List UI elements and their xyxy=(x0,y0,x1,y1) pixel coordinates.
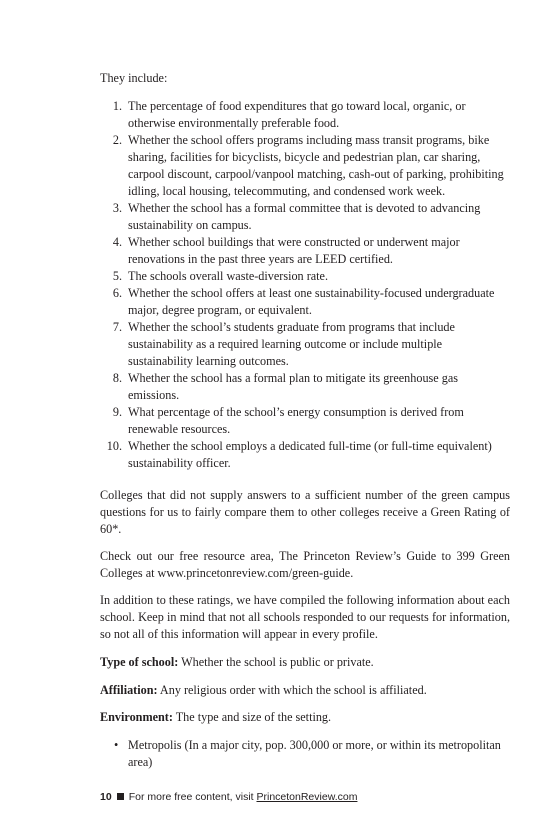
resource-paragraph: Check out our free resource area, The Princeton Review’s Guide to 399 Green Colleges at www.princetonreview.com/green-guide. xyxy=(100,549,510,581)
item-text: Whether the school employs a dedicated full-time (or full-time equivalent) sustainability officer. xyxy=(128,439,492,470)
bullet-icon: • xyxy=(114,738,119,752)
item-number: 2. xyxy=(112,133,122,147)
item-number: 10. xyxy=(106,439,122,453)
item-text: Whether the school has a formal committee that is devoted to advancing sustainability on campus. xyxy=(128,201,481,232)
item-number: 5. xyxy=(112,269,122,283)
list-item xyxy=(100,132,510,200)
definition-label: Environment: xyxy=(100,710,173,724)
green-rating-criteria-list xyxy=(100,98,510,472)
list-item xyxy=(100,234,510,268)
insufficient-answers-paragraph: Colleges that did not supply answers to a sufficient number of the green campus questions for us to fairly compare them to other colleges receive a Green Rating of 60*. xyxy=(100,488,510,537)
square-bullet-icon xyxy=(117,793,124,800)
definition-label: Affiliation: xyxy=(100,683,158,697)
environment-bullet-list xyxy=(100,737,510,771)
item-number: 6. xyxy=(112,286,122,300)
page-number: 10 xyxy=(100,791,112,803)
list-item xyxy=(100,285,510,319)
list-item xyxy=(100,268,510,285)
list-item xyxy=(100,200,510,234)
item-text: Whether the school offers programs including mass transit programs, bike sharing, facilities for bicyclists, bicycle and pedestrian plan, car sharing, carpool discount, carpool/vanpool matching, cash-out of parking, prohibiting idling, local housing, telecommuting, and condensed work week. xyxy=(128,133,504,198)
environment-definition xyxy=(100,709,510,726)
princeton-review-link[interactable]: PrincetonReview.com xyxy=(256,791,358,803)
item-text: Whether the school’s students graduate from programs that include sustainability as a required learning outcome or include multiple sustainability learning outcomes. xyxy=(128,320,455,368)
affiliation-definition xyxy=(100,682,510,699)
item-number: 4. xyxy=(112,235,122,249)
list-item xyxy=(100,98,510,132)
definition-text: The type and size of the setting. xyxy=(172,710,332,724)
list-item xyxy=(100,737,510,771)
additional-info-paragraph: In addition to these ratings, we have compiled the following information about each school. Keep in mind that not all schools responded to our requests for information, so not all of this information will appear in every profile. xyxy=(100,593,510,642)
list-item xyxy=(100,404,510,438)
page-footer xyxy=(100,791,357,803)
list-item xyxy=(100,438,510,472)
item-text: Whether the school has a formal plan to mitigate its greenhouse gas emissions. xyxy=(128,371,458,402)
item-number: 3. xyxy=(112,201,122,215)
definition-label: Type of school: xyxy=(100,655,179,669)
item-text: The percentage of food expenditures that go toward local, organic, or otherwise environmentally preferable food. xyxy=(128,99,466,130)
list-item xyxy=(100,319,510,370)
bullet-text: Metropolis (In a major city, pop. 300,000 or more, or within its metropolitan area) xyxy=(128,738,501,769)
item-number: 8. xyxy=(112,371,122,385)
item-text: Whether school buildings that were constructed or underwent major renovations in the past three years are LEED certified. xyxy=(128,235,460,266)
type-of-school-definition xyxy=(100,654,510,671)
item-text: Whether the school offers at least one sustainability-focused undergraduate major, degree program, or equivalent. xyxy=(128,286,495,317)
item-number: 1. xyxy=(112,99,122,113)
item-number: 9. xyxy=(112,405,122,419)
definition-text: Whether the school is public or private. xyxy=(178,655,374,669)
definition-text: Any religious order with which the school is affiliated. xyxy=(157,683,427,697)
list-item xyxy=(100,370,510,404)
footer-text: For more free content, visit xyxy=(128,791,257,803)
intro-text: They include: xyxy=(100,71,168,85)
item-text: The schools overall waste-diversion rate. xyxy=(128,269,329,283)
item-number: 7. xyxy=(112,320,122,334)
item-text: What percentage of the school’s energy consumption is derived from renewable resources. xyxy=(128,405,464,436)
